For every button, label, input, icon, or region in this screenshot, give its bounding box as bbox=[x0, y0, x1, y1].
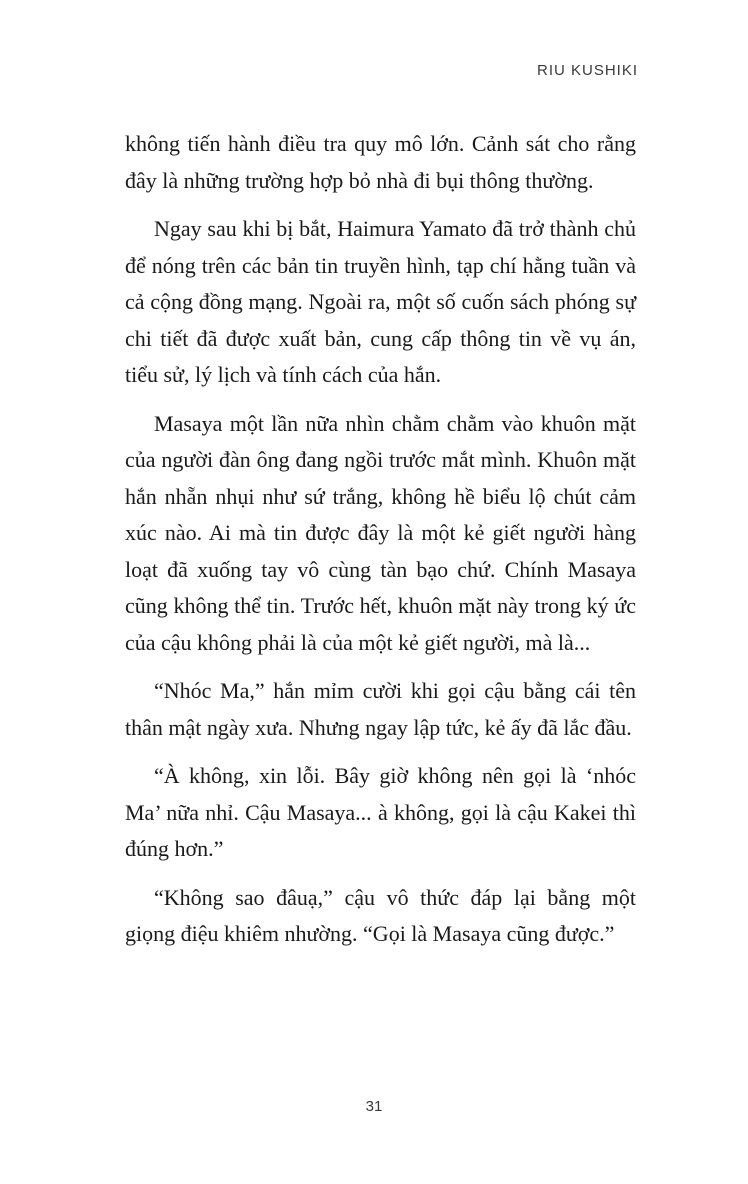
page-number: 31 bbox=[365, 1098, 383, 1115]
paragraph: Masaya một lần nữa nhìn chằm chằm vào khuôn mặt của người đàn ông đang ngồi trước mắt mình. Khuôn mặt hắn nhẵn nhụi như sứ trắng, không hề biểu lộ chút cảm xúc nào. Ai mà tin được đây là một kẻ giết người hàng loạt đã xuống tay vô cùng tàn bạo chứ. Chính Masaya cũng không thể tin. Trước hết, khuôn mặt này trong ký ức của cậu không phải là của một kẻ giết người, mà là... bbox=[125, 410, 636, 655]
paragraph: Ngay sau khi bị bắt, Haimura Yamato đã trở thành chủ để nóng trên các bản tin truyền hình, tạp chí hằng tuần và cả cộng đồng mạng. Ngoài ra, một số cuốn sách phóng sự chi tiết đã được xuất bản, cung cấp thông tin về vụ án, tiểu sử, lý lịch và tính cách của hắn. bbox=[125, 216, 636, 387]
paragraph: “Nhóc Ma,” hắn mỉm cười khi gọi cậu bằng cái tên thân mật ngày xưa. Nhưng ngay lập tức, kẻ ấy đã lắc đầu. bbox=[125, 678, 636, 740]
paragraph: không tiến hành điều tra quy mô lớn. Cảnh sát cho rằng đây là những trường hợp bỏ nhà đi bụi thông thường. bbox=[125, 131, 636, 193]
body-text bbox=[125, 126, 636, 965]
paragraph: “À không, xin lỗi. Bây giờ không nên gọi là ‘nhóc Ma’ nữa nhỉ. Cậu Masaya... à không, gọi là cậu Kakei thì đúng hơn.” bbox=[125, 763, 636, 861]
paragraph: “Không sao đâuạ,” cậu vô thức đáp lại bằng một giọng điệu khiêm nhường. “Gọi là Masaya cũng được.” bbox=[125, 884, 636, 946]
running-head: RIU KUSHIKI bbox=[536, 62, 638, 79]
